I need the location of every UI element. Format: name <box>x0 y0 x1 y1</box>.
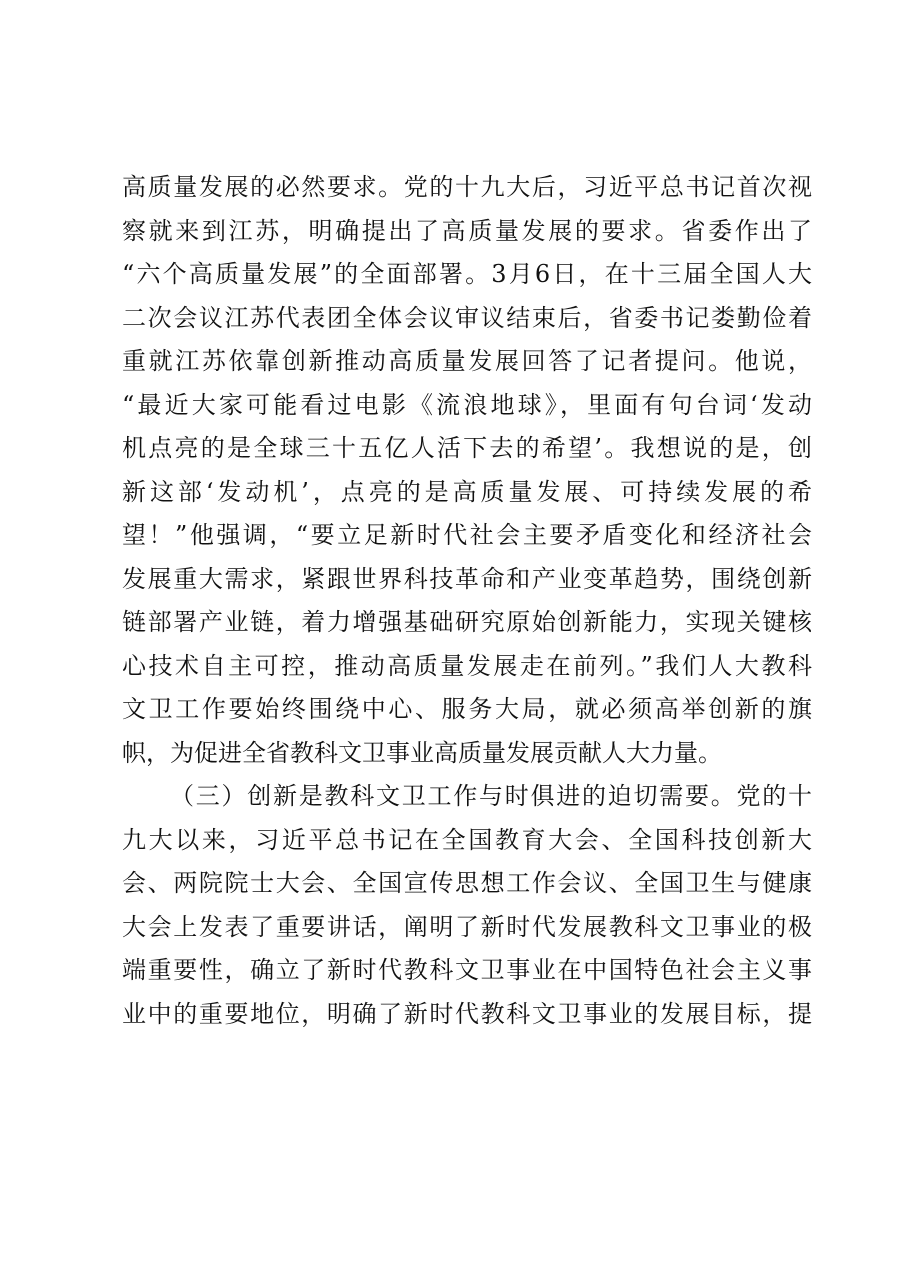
body-text <box>122 166 812 1036</box>
text-line: 高质量发展的必然要求。党的十九大后，习近平总书记首次视 <box>122 173 812 201</box>
text-line: 九大以来，习近平总书记在全国教育大会、全国科技创新大 <box>122 825 812 854</box>
text-line: 会、两院院士大会、全国宣传思想工作会议、全国卫生与健康 <box>122 869 812 897</box>
text-line: 帜，为促进全省教科文卫事业高质量发展贡献人大力量。 <box>122 738 722 767</box>
text-line: 二次会议江苏代表团全体会议审议结束后，省委书记娄勤俭着 <box>122 303 812 332</box>
text-line: 端重要性，确立了新时代教科文卫事业在中国特色社会主义事 <box>122 956 812 984</box>
text-line: “六个高质量发展”的全面部署。3月6日，在十三届全国人大 <box>122 260 812 288</box>
paragraph-1 <box>122 166 812 775</box>
text-line: 文卫工作要始终围绕中心、服务大局，就必须高举创新的旗 <box>122 695 812 723</box>
text-line: 察就来到江苏，明确提出了高质量发展的要求。省委作出了 <box>122 216 812 245</box>
text-line: 心技术自主可控，推动高质量发展走在前列。”我们人大教科 <box>122 651 812 680</box>
paragraph-2 <box>122 775 812 1036</box>
text-line: 重就江苏依靠创新推动高质量发展回答了记者提问。他说， <box>122 347 812 375</box>
text-line: 链部署产业链，着力增强基础研究原始创新能力，实现关键核 <box>122 608 812 636</box>
text-line: 业中的重要地位，明确了新时代教科文卫事业的发展目标，提 <box>122 999 812 1028</box>
text-line: 望！”他强调，“要立足新时代社会主要矛盾变化和经济社会 <box>122 521 812 549</box>
text-line: 发展重大需求，紧跟世界科技革命和产业变革趋势，围绕创新 <box>122 564 812 593</box>
text-line: “最近大家可能看过电影《流浪地球》，里面有句台词‘发动 <box>122 390 812 419</box>
text-line: （三）创新是教科文卫工作与时俱进的迫切需要。党的十 <box>170 782 812 810</box>
text-line: 新这部‘发动机’，点亮的是高质量发展、可持续发展的希 <box>122 477 812 506</box>
text-line: 机点亮的是全球三十五亿人活下去的希望’。我想说的是，创 <box>122 434 812 462</box>
text-line: 大会上发表了重要讲话，阐明了新时代发展教科文卫事业的极 <box>122 912 812 941</box>
